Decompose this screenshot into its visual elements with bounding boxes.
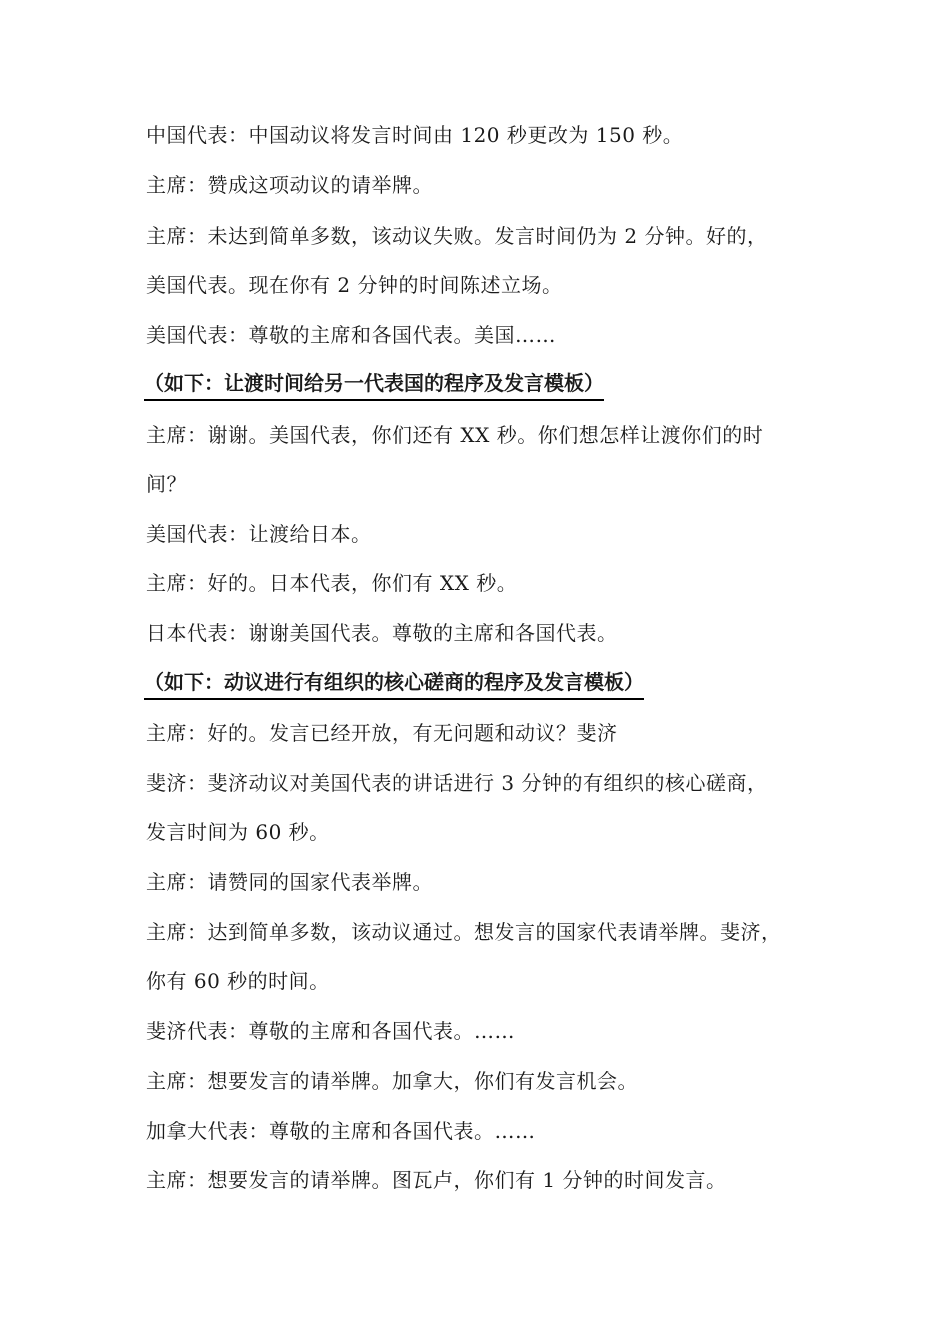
paragraph-chair-yield-question-cont: 间？ [146,472,187,496]
paragraph-chair-motion-failed-cont: 美国代表。现在你有 2 分钟的时间陈述立场。 [146,273,563,297]
paragraph-canada-speech: 加拿大代表：尊敬的主席和各国代表。…… [146,1119,536,1143]
paragraph-chair-vote-call: 主席：赞成这项动议的请举牌。 [146,173,433,197]
paragraph-chair-motion-passed-cont: 你有 60 秒的时间。 [146,969,330,993]
paragraph-usa-yield: 美国代表：让渡给日本。 [146,522,372,546]
paragraph-chair-yield-question: 主席：谢谢。美国代表，你们还有 XX 秒。你们想怎样让渡你们的时 [146,423,764,447]
paragraph-fiji-speech: 斐济代表：尊敬的主席和各国代表。…… [146,1019,515,1043]
paragraph-chair-vote-request: 主席：请赞同的国家代表举牌。 [146,870,433,894]
paragraph-japan-speech: 日本代表：谢谢美国代表。尊敬的主席和各国代表。 [146,621,618,645]
paragraph-chair-canada-turn: 主席：想要发言的请举牌。加拿大，你们有发言机会。 [146,1069,638,1093]
paragraph-chair-open-floor: 主席：好的。发言已经开放，有无问题和动议？斐济 [146,721,618,745]
paragraph-chair-tuvalu-turn: 主席：想要发言的请举牌。图瓦卢，你们有 1 分钟的时间发言。 [146,1168,727,1192]
section-heading-yield-time: （如下：让渡时间给另一代表国的程序及发言模板） [144,369,604,401]
section-heading-moderated-caucus: （如下：动议进行有组织的核心磋商的程序及发言模板） [144,668,644,700]
paragraph-chair-motion-failed: 主席：未达到简单多数，该动议失败。发言时间仍为 2 分钟。好的， [146,224,768,248]
paragraph-chair-japan-time: 主席：好的。日本代表，你们有 XX 秒。 [146,571,518,595]
paragraph-china-motion: 中国代表：中国动议将发言时间由 120 秒更改为 150 秒。 [146,123,684,147]
paragraph-chair-motion-passed: 主席：达到简单多数，该动议通过。想发言的国家代表请举牌。斐济， [146,920,782,944]
paragraph-fiji-motion-cont: 发言时间为 60 秒。 [146,820,330,844]
paragraph-fiji-motion: 斐济：斐济动议对美国代表的讲话进行 3 分钟的有组织的核心磋商， [146,771,768,795]
paragraph-usa-speech: 美国代表：尊敬的主席和各国代表。美国…… [146,323,556,347]
